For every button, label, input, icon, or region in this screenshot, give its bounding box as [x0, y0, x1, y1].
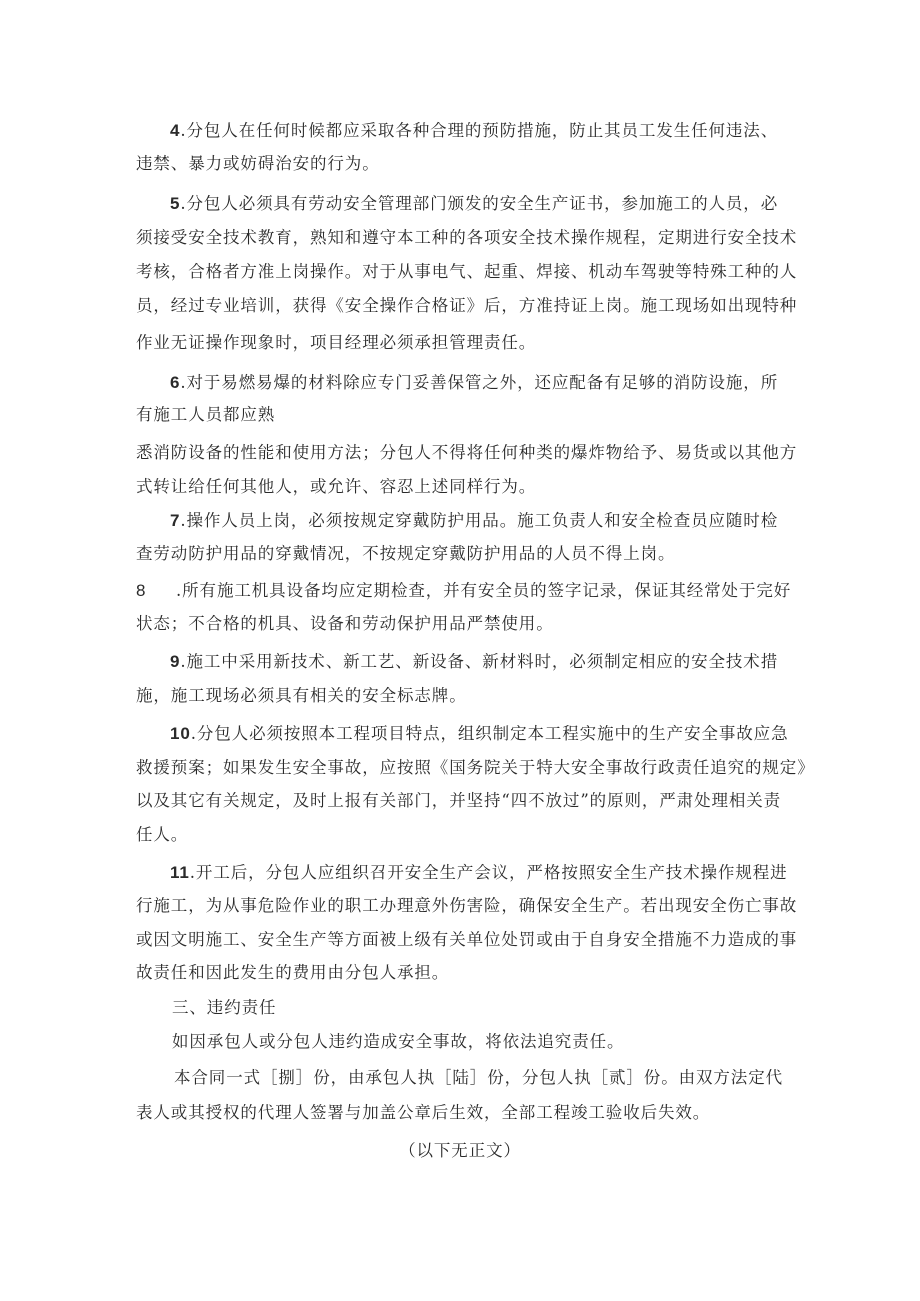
item-9-line-2: 施，施工现场必须具有相关的安全标志牌。 — [136, 686, 467, 705]
item-5-line-3: 考核，合格者方准上岗操作。对于从事电气、起重、焊接、机动车驾驶等特殊工种的人 — [136, 262, 798, 281]
item-6-line-4: 式转让给任何其他人，或允许、容忍上述同样行为。 — [136, 477, 537, 496]
item-5-line-4: 员，经过专业培训，获得《安全操作合格证》后，方准持证上岗。施工现场如出现特种 — [136, 296, 798, 315]
item-4-line-1: 4.分包人在任何时候都应采取各种合理的预防措施，防止其员工发生任何违法、 — [170, 121, 779, 140]
item-11-line-3: 或因文明施工、安全生产等方面被上级有关单位处罚或由于自身安全措施不力造成的事 — [136, 930, 798, 949]
item-8-number: 8 — [136, 581, 147, 600]
item-11-line-4: 故责任和因此发生的费用由分包人承担。 — [136, 963, 450, 982]
item-7-line-2: 查劳动防护用品的穿戴情况，不按规定穿戴防护用品的人员不得上岗。 — [136, 544, 676, 563]
section-3-heading: 三、违约责任 — [172, 998, 277, 1017]
item-9-number: 9 — [170, 652, 181, 671]
item-10-line-3: 以及其它有关规定，及时上报有关部门，并坚持“四不放过”的原则，严肃处理相关责 — [136, 791, 782, 810]
item-10-line-1: 10.分包人必须按照本工程项目特点，组织制定本工程实施中的生产安全事故应急 — [170, 724, 789, 743]
end-note: （以下无正文） — [399, 1141, 521, 1160]
item-8-line-1: 8 .所有施工机具设备均应定期检查，并有安全员的签字记录，保证其经常处于完好 — [136, 581, 792, 600]
closing-line-1: 本合同一式［捌］份，由承包人执［陆］份，分包人执［贰］份。由双方法定代 — [174, 1068, 783, 1087]
item-9-line-1: 9.施工中采用新技术、新工艺、新设备、新材料时，必须制定相应的安全技术措 — [170, 652, 779, 671]
section-3-text: 如因承包人或分包人违约造成安全事故，将依法追究责任。 — [172, 1032, 625, 1051]
item-10-line-4: 任人。 — [136, 825, 189, 844]
item-7-line-1: 7.操作人员上岗，必须按规定穿戴防护用品。施工负责人和安全检查员应随时检 — [170, 511, 779, 530]
item-11-number: 11 — [170, 863, 190, 882]
item-6-line-3: 悉消防设备的性能和使用方法；分包人不得将任何种类的爆炸物给予、易货或以其他方 — [136, 443, 798, 462]
closing-line-2: 表人或其授权的代理人签署与加盖公章后生效，全部工程竣工验收后失效。 — [136, 1103, 711, 1122]
item-4-number: 4 — [170, 121, 181, 140]
item-7-number: 7 — [170, 511, 181, 530]
item-10-number: 10 — [170, 724, 191, 743]
item-6-number: 6 — [170, 373, 181, 392]
item-8-line-2: 状态；不合格的机具、设备和劳动保护用品严禁使用。 — [136, 614, 554, 633]
item-6-line-2: 有施工人员都应熟 — [136, 405, 276, 424]
item-4-line-2: 违禁、暴力或妨碍治安的行为。 — [136, 154, 380, 173]
item-11-line-1: 11.开工后，分包人应组织召开安全生产会议，严格按照安全生产技术操作规程进 — [170, 863, 788, 882]
item-5-line-5: 作业无证操作现象时，项目经理必须承担管理责任。 — [136, 333, 537, 352]
item-5-line-1: 5.分包人必须具有劳动安全管理部门颁发的安全生产证书，参加施工的人员，必 — [170, 194, 779, 213]
item-6-line-1: 6.对于易燃易爆的材料除应专门妥善保管之外，还应配备有足够的消防设施，所 — [170, 373, 779, 392]
item-11-line-2: 行施工，为从事危险作业的职工办理意外伤害险，确保安全生产。若出现安全伤亡事故 — [136, 896, 798, 915]
item-5-number: 5 — [170, 194, 181, 213]
item-5-line-2: 须接受安全技术教育，熟知和遵守本工种的各项安全技术操作规程，定期进行安全技术 — [136, 228, 798, 247]
item-10-line-2: 救援预案；如果发生安全事故，应按照《国务院关于特大安全事故行政责任追究的规定》 — [136, 758, 815, 777]
